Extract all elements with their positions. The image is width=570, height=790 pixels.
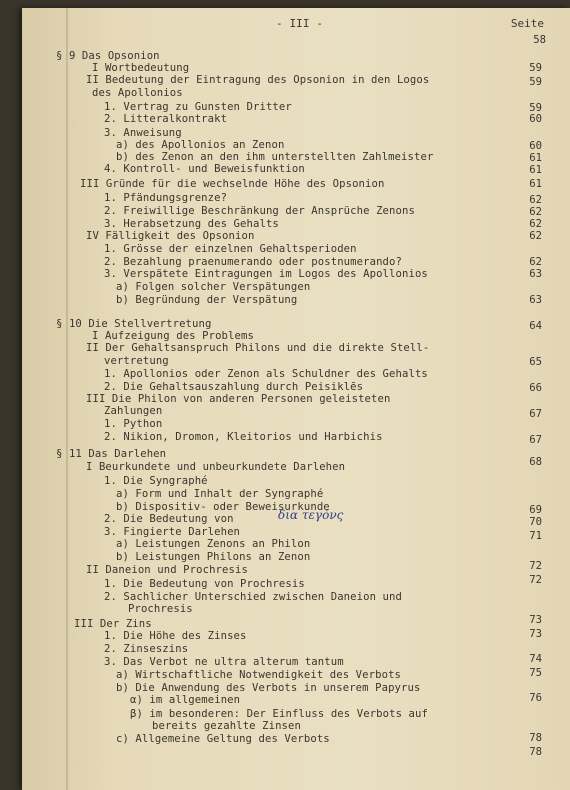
toc-page: 63 [529, 268, 542, 280]
toc-entry: Zahlungen [104, 405, 163, 417]
toc-entry: § 9 Das Opsonion [56, 50, 160, 62]
toc-page: 67 [529, 434, 542, 446]
toc-entry: 2. Bezahlung praenumerando oder postnumerando? [104, 256, 402, 268]
toc-page: 61 [529, 178, 542, 190]
toc-entry: a) des Apollonios an Zenon [116, 139, 285, 151]
toc-page: 60 [529, 113, 542, 125]
toc-page: 72 [529, 574, 542, 586]
toc-entry: 1. Apollonios oder Zenon als Schuldner des Gehalts [104, 368, 428, 380]
toc-entry: II Der Gehaltsanspruch Philons und die direkte Stell- [86, 342, 430, 354]
toc-page: 62 [529, 218, 542, 230]
page-roman-number: - III - [276, 17, 324, 30]
toc-page: 69 [529, 504, 542, 516]
toc-entry: b) Die Anwendung des Verbots in unserem Papyrus [116, 682, 421, 694]
toc-entry: b) des Zenon an den ihm unterstellten Zahlmeister [116, 151, 434, 163]
toc-page: 71 [529, 530, 542, 542]
toc-entry: I Aufzeigung des Problems [92, 330, 254, 342]
toc-entry: 2. Die Bedeutung von [104, 513, 234, 525]
toc-page: 62 [529, 194, 542, 206]
toc-entry: β) im besonderen: Der Einfluss des Verbots auf [130, 708, 428, 720]
toc-page: 59 [529, 62, 542, 74]
toc-page: 67 [529, 408, 542, 420]
margin-shadow [66, 8, 68, 790]
toc-page: 64 [529, 320, 542, 332]
toc-entry: a) Form und Inhalt der Syngraphé [116, 488, 324, 500]
toc-entry: 2. Die Gehaltsauszahlung durch Peisiklēs [104, 381, 364, 393]
toc-entry: 1. Python [104, 418, 163, 430]
toc-entry: II Bedeutung der Eintragung des Opsonion in den Logos [86, 74, 430, 86]
toc-entry: vertretung [104, 355, 169, 367]
toc-entry: 1. Die Bedeutung von Prochresis [104, 578, 305, 590]
toc-entry: a) Leistungen Zenons an Philon [116, 538, 311, 550]
toc-entry: c) Allgemeine Geltung des Verbots [116, 733, 330, 745]
toc-entry: 1. Die Syngraphé [104, 475, 208, 487]
toc-page: 75 [529, 667, 542, 679]
toc-entry: b) Leistungen Philons an Zenon [116, 551, 311, 563]
toc-entry: Prochresis [128, 603, 193, 615]
toc-entry: 3. Fingierte Darlehen [104, 526, 241, 538]
toc-entry: I Beurkundete und unbeurkundete Darlehen [86, 461, 346, 473]
toc-entry: α) im allgemeinen [130, 694, 241, 706]
toc-entry: § 10 Die Stellvertretung [56, 318, 212, 330]
toc-entry: 2. Nikion, Dromon, Kleitorios und Harbichis [104, 431, 383, 443]
first-page-number: 58 [533, 34, 546, 46]
document-page [22, 8, 570, 790]
toc-entry: 1. Grösse der einzelnen Gehaltsperioden [104, 243, 357, 255]
toc-page: 78 [529, 732, 542, 744]
toc-page: 59 [529, 102, 542, 114]
toc-page: 72 [529, 560, 542, 572]
toc-entry: 2. Sachlicher Unterschied zwischen Daneion und [104, 591, 402, 603]
toc-entry: 3. Das Verbot ne ultra alterum tantum [104, 656, 344, 668]
toc-entry: a) Folgen solcher Verspätungen [116, 281, 311, 293]
toc-entry: 1. Pfändungsgrenze? [104, 192, 228, 204]
toc-entry: III Gründe für die wechselnde Höhe des Opsonion [80, 178, 385, 190]
toc-page: 73 [529, 614, 542, 626]
toc-page: 59 [529, 76, 542, 88]
toc-entry: 2. Litteralkontrakt [104, 113, 228, 125]
toc-entry: 1. Die Höhe des Zinses [104, 630, 247, 642]
toc-page: 73 [529, 628, 542, 640]
toc-page: 76 [529, 692, 542, 704]
toc-page: 68 [529, 456, 542, 468]
toc-page: 74 [529, 653, 542, 665]
toc-page: 65 [529, 356, 542, 368]
toc-entry: 2. Zinseszins [104, 643, 189, 655]
toc-page: 78 [529, 746, 542, 758]
toc-entry: 3. Anweisung [104, 127, 182, 139]
toc-entry: 4. Kontroll- und Beweisfunktion [104, 163, 305, 175]
toc-page: 60 [529, 140, 542, 152]
toc-entry: b) Begründung der Verspätung [116, 294, 298, 306]
toc-page: 61 [529, 164, 542, 176]
toc-entry: des Apollonios [92, 87, 183, 99]
toc-page: 70 [529, 516, 542, 528]
toc-page: 62 [529, 256, 542, 268]
toc-page: 62 [529, 206, 542, 218]
toc-entry: 2. Freiwillige Beschränkung der Ansprüche Zenons [104, 205, 415, 217]
toc-page: 61 [529, 152, 542, 164]
toc-entry: II Daneion und Prochresis [86, 564, 248, 576]
toc-entry: I Wortbedeutung [92, 62, 190, 74]
toc-entry: § 11 Das Darlehen [56, 448, 167, 460]
handwritten-greek-note: δια τεγόνς [278, 508, 344, 522]
toc-entry: a) Wirtschaftliche Notwendigkeit des Verbots [116, 669, 402, 681]
toc-entry: III Die Philon von anderen Personen geleisteten [86, 393, 391, 405]
toc-entry: 3. Verspätete Eintragungen im Logos des Apollonios [104, 268, 428, 280]
toc-page: 66 [529, 382, 542, 394]
toc-entry: 3. Herabsetzung des Gehalts [104, 218, 279, 230]
page-column-label: Seite [510, 17, 544, 30]
toc-entry: IV Fälligkeit des Opsonion [86, 230, 255, 242]
toc-page: 63 [529, 294, 542, 306]
toc-entry: bereits gezahlte Zinsen [152, 720, 301, 732]
toc-page: 62 [529, 230, 542, 242]
toc-entry: III Der Zins [74, 618, 152, 630]
toc-entry: 1. Vertrag zu Gunsten Dritter [104, 101, 292, 113]
toc-entry: b) Dispositiv- oder Beweisurkunde [116, 501, 330, 513]
